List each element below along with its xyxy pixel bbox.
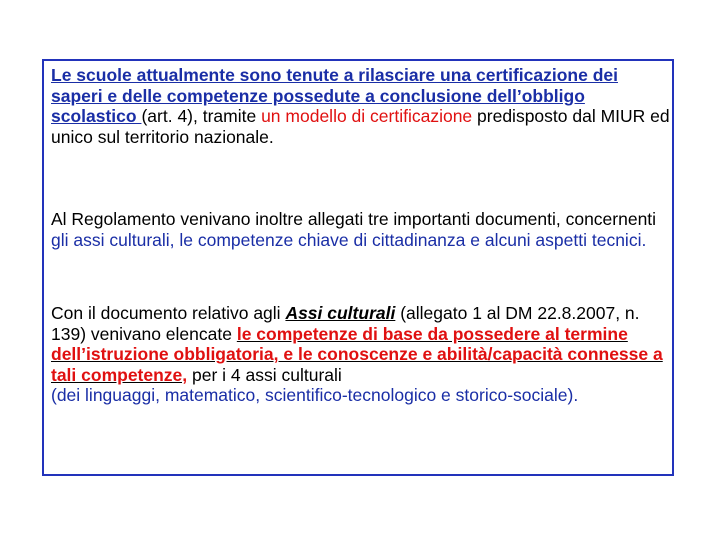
axes-intro: Con il documento relativo agli bbox=[51, 303, 286, 323]
certification-model-highlight: un modello di certificazione bbox=[261, 106, 473, 127]
paragraph-cultural-axes bbox=[51, 303, 671, 406]
text-box bbox=[42, 59, 674, 476]
regulation-topics: gli assi culturali, le competenze chiave di cittadinanza e alcuni aspetti tecnici. bbox=[51, 229, 647, 250]
axes-tail: per i 4 assi culturali bbox=[187, 364, 342, 385]
article-reference: (art. 4), tramite bbox=[141, 106, 262, 127]
axes-emphasis: Assi culturali bbox=[285, 303, 396, 323]
certification-rest: predisposto dal MIUR ed unico sul territorio nazionale. bbox=[51, 106, 670, 147]
paragraph-regulation bbox=[51, 209, 671, 250]
paragraph-certification bbox=[51, 65, 671, 147]
certification-heading: Le scuole attualmente sono tenute a rilasciare una certificazione dei saperi e delle competenze possedute a conclusione dell’obbligo scolastico bbox=[51, 65, 618, 127]
regulation-intro: Al Regolamento venivano inoltre allegati tre importanti documenti, concernenti bbox=[51, 209, 657, 229]
competences-highlight: le competenze di base da possedere al termine dell’istruzione obbligatoria, e le conoscenze e abilità/capacità connesse a tali competenze, bbox=[51, 323, 663, 385]
axes-middle: (allegato 1 al DM 22.8.2007, n. 139) venivano elencate bbox=[51, 303, 640, 344]
axes-list: (dei linguaggi, matematico, scientifico-tecnologico e storico-sociale). bbox=[51, 385, 579, 406]
